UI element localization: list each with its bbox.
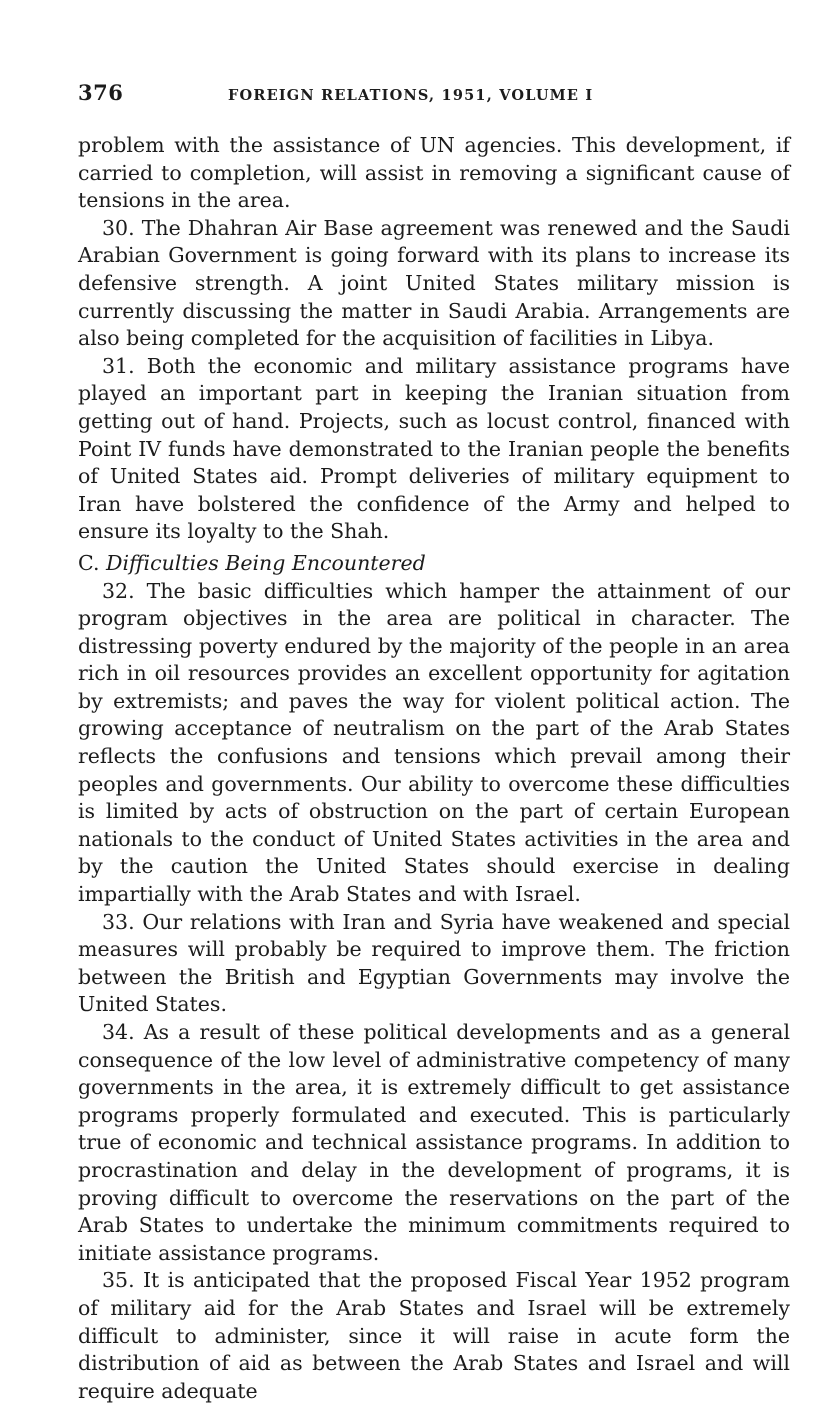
paragraph-34: 34. As a result of these political developments and as a general consequence of the low level of administrative competency of many governments in the area, it is extremely difficult to get assistance programs properly formulated and executed. This is particularly true of economic and technical assistance programs. In addition to procrastination and delay in the development of programs, it is proving difficult to overcome the reservations on the part of the Arab States to undertake the minimum commitments required to initiate assistance programs.: [78, 1020, 790, 1265]
paragraph-continued: problem with the assistance of UN agencies. This development, if carried to completion, will assist in removing a significant cause of tensions in the area.: [78, 133, 790, 213]
running-head: FOREIGN RELATIONS, 1951, VOLUME I: [228, 87, 594, 104]
page-header: [78, 80, 790, 114]
section-title: Difficulties Being Encountered: [106, 550, 426, 575]
page-number: 376: [78, 80, 124, 105]
paragraph-35: 35. It is anticipated that the proposed Fiscal Year 1952 program of military aid for the Arab States and Israel will be extremely difficult to administer, since it will raise in acute form the distribution of aid as between the Arab States and Israel and will require adequate: [78, 1268, 790, 1403]
paragraph-31: 31. Both the economic and military assistance programs have played an important part in keeping the Iranian situation from getting out of hand. Projects, such as locust control, financed with Point IV funds have demonstrated to the Iranian people the benefits of United States aid. Prompt deliveries of military equipment to Iran have bolstered the confidence of the Army and helped to ensure its loyalty to the Shah.: [78, 353, 790, 544]
paragraph-32: 32. The basic difficulties which hamper the attainment of our program objectives in the area are political in character. The distressing poverty endured by the majority of the people in an area rich in oil resources provides an excellent opportunity for agitation by extremists; and paves the way for violent political action. The growing acceptance of neutralism on the part of the Arab States reflects the confusions and tensions which prevail among their peoples and governments. Our ability to overcome these difficulties is limited by acts of obstruction on the part of certain European nationals to the conduct of United States activities in the area and by the caution the United States should exercise in dealing impartially with the Arab States and with Israel.: [78, 578, 790, 907]
section-heading-c: [78, 550, 790, 578]
body-text: [78, 132, 790, 1405]
paragraph-33: 33. Our relations with Iran and Syria have weakened and special measures will probably be required to improve them. The friction between the British and Egyptian Governments may involve the United States.: [78, 909, 790, 1017]
document-page: [78, 80, 790, 1405]
paragraph-30: 30. The Dhahran Air Base agreement was renewed and the Saudi Arabian Government is going forward with its plans to increase its defensive strength. A joint United States military mission is currently discussing the matter in Saudi Arabia. Arrangements are also being completed for the acquisition of facilities in Libya.: [78, 215, 790, 351]
section-label: C.: [78, 550, 100, 575]
